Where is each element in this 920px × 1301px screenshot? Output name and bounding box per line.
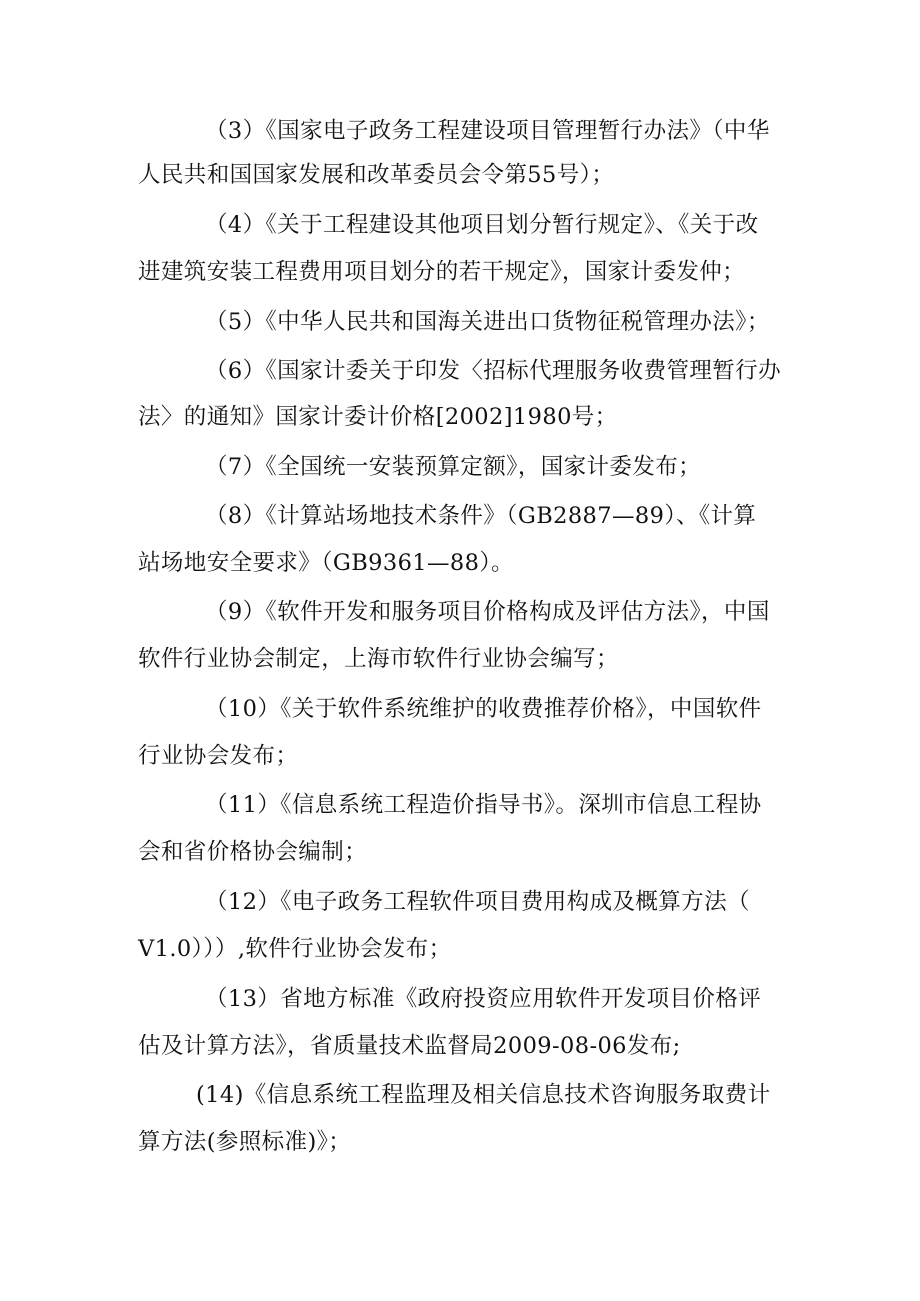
list-item-line: （9）《软件开发和服务项目价格构成及评估方法》，中国 xyxy=(205,599,770,625)
list-item-line: 人民共和国国家发展和改革委员会令第55号）； xyxy=(138,162,615,188)
list-item-line: （5）《中华人民共和国海关进出口货物征税管理办法》； xyxy=(205,309,770,335)
list-item-line: 软件行业协会制定，上海市软件行业协会编写； xyxy=(138,646,619,672)
list-item-line: （12）《电子政务工程软件项目费用构成及概算方法（ xyxy=(205,889,750,915)
list-item-line: 会和省价格协会编制； xyxy=(138,839,368,865)
list-item-line: （3）《国家电子政务工程建设项目管理暂行办法》（中华 xyxy=(205,118,770,144)
list-item-line: （7）《全国统一安装预算定额》，国家计委发布； xyxy=(205,454,702,480)
list-item-line: （13）省地方标准《政府投资应用软件开发项目价格评 xyxy=(205,986,762,1012)
list-item-line: （10）《关于软件系统维护的收费推荐价格》，中国软件 xyxy=(205,696,762,722)
list-item-line: （4）《关于工程建设其他项目划分暂行规定》、《关于改 xyxy=(205,212,759,238)
list-item-line: 算方法(参照标准)》； xyxy=(138,1129,352,1155)
list-item-line: （8）《计算站场地技术条件》（GB2887—89）、《计算 xyxy=(205,503,757,529)
list-item-line: 法〉的通知》国家计委计价格[2002]1980号； xyxy=(138,404,618,430)
list-item-line: 行业协会发布； xyxy=(138,743,299,769)
list-item-line: V1.0）））,软件行业协会发布； xyxy=(138,936,452,962)
list-item-line: 进建筑安装工程费用项目划分的若干规定》，国家计委发仲； xyxy=(138,259,746,285)
list-item-line: (14)《信息系统工程监理及相关信息技术咨询服务取费计 xyxy=(196,1082,771,1108)
list-item-line: 站场地安全要求》（GB9361—88）。 xyxy=(138,550,514,576)
list-item-line: （11）《信息系统工程造价指导书》。深圳市信息工程协 xyxy=(205,792,762,818)
list-item-line: 估及计算方法》，省质量技术监督局2009-08-06发布; xyxy=(138,1033,681,1059)
list-item-line: （6）《国家计委关于印发〈招标代理服务收费管理暂行办 xyxy=(205,358,781,384)
